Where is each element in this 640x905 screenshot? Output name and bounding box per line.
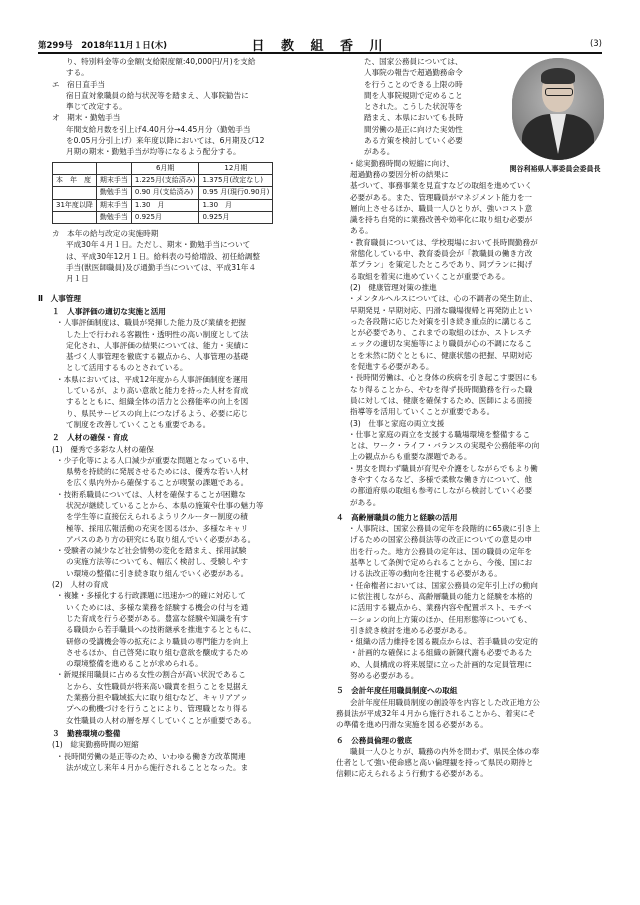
left2-line: ・新規採用職員に占める女性の割合が高い状況であるこ	[56, 670, 246, 680]
left2-line: 法が成立し来年４月から施行されることとなった。ま	[66, 762, 249, 772]
right-line: 員に対しては、健康を確保するため、医師による面接	[350, 395, 532, 405]
right-line: がある。	[364, 147, 395, 157]
left2-line: 平成30年４月１日。ただし、期末・勤勉手当について	[66, 240, 251, 250]
right-line: 層向上させるほか、職員一人ひとりが、強いコスト意	[350, 203, 533, 213]
right-line: 革プラン」を策定したところであり、同プランに掲げ	[350, 260, 533, 270]
right-line: ・長時間労働は、心と身体の疾病を引き起こす要因にも	[348, 373, 538, 383]
right-line: 基準として条例で定められることから、今後、国にお	[350, 558, 533, 568]
table-cell: 0.925月	[131, 211, 199, 223]
issue-info: 第299号 2018年11月１日(木)	[38, 41, 167, 51]
right-line: 努める必要がある。	[350, 671, 419, 681]
left-line: 月期の期末・勤勉手当が均等になるよう配分する。	[66, 147, 241, 157]
table-cell: 1.30 月	[199, 199, 273, 211]
right-line: (2) 健康管理対策の推進	[350, 282, 437, 292]
left2-line: いくためには、多様な業務を経験する機会の付与を通	[66, 602, 249, 612]
left2-line: 手当(獣医師職員)及び通勤手当については、平成31年４	[66, 263, 257, 273]
left2-line: (2) 人材の育成	[52, 580, 109, 590]
table-header-cell: 12月期	[199, 162, 273, 174]
right-line: を促進する必要がある。	[350, 362, 434, 372]
left2-line: 定化され、人事評価の結果については、能力・実績に	[66, 340, 249, 350]
right-line: ェックの適切な実施等により職員が心の不調になるこ	[350, 339, 533, 349]
right-line: 務員法が平成32年４月から施行されることから、着実にそ	[336, 708, 536, 718]
left2-line: 県勢を持続的に発展させるためには、優秀な若い人材	[66, 467, 249, 477]
left-line: オ 期末・勤勉手当	[52, 113, 121, 123]
right-line: の都道府県の取組も参考にしながら検討していく必要	[350, 486, 533, 496]
right-line: 踏まえ、本県においても長時	[364, 113, 464, 123]
left2-line: ・少子化等による人口減少が重要な問題となっている中、	[56, 455, 254, 465]
right-line: る取組を着実に進めていくことが重要である。	[350, 271, 510, 281]
left2-line: ３ 勤務環境の整備	[52, 728, 121, 738]
right-line: 人事院の報告で超過勤務命令	[364, 68, 463, 78]
right-line: に活用する観点から、業務内容や配置ポスト、モチベ	[350, 603, 532, 613]
table-cell: 31年度以降	[53, 199, 97, 211]
right-line: 超過勤務の要因分析の結果に	[350, 169, 449, 179]
table-row	[53, 199, 273, 211]
right-line: がある。	[350, 497, 381, 507]
right-line: 信頼に応えられるよう行動する必要がある。	[336, 769, 488, 779]
right-line: ・総実勤務時間の短縮に向け、	[348, 158, 455, 168]
left2-line: (1) 優秀で多彩な人材の確保	[52, 444, 154, 454]
right-line: ５ 会計年度任用職員制度への取組	[336, 686, 458, 696]
right-line: 出を行った。地方公務員の定年は、国の職員の定年を	[350, 546, 533, 556]
table-header-cell: 6月期	[131, 162, 199, 174]
right-line: ・組織の活力維持を図る観点からは、若手職員の安定的	[348, 637, 538, 647]
right-line: とを未然に防ぐとともに、健康状態の把握、早期対応	[350, 350, 533, 360]
left2-line: を広く県内外から確保することが喫緊の課題である。	[66, 478, 249, 488]
left2-line: ・技術系職員については、人材を確保することが困難な	[56, 489, 246, 499]
photo-caption: 関谷利裕県人事委員会委員長	[509, 165, 601, 173]
left2-line: ・受験者の減少など社会情勢の変化を踏まえ、採用試験	[56, 546, 247, 556]
left2-line: プへの動機づけを行うことにより、管理職となり得る	[66, 704, 249, 714]
left2-line: を学生等に直接伝えられるようリクルーター制度の積	[66, 512, 248, 522]
table-header-cell	[53, 162, 97, 174]
right-line: ・仕事と家庭の両立を支援する職場環境を整備するこ	[348, 429, 531, 439]
right-line: 上の観点からも重要な課題である。	[350, 452, 472, 462]
table-cell: 本 年 度	[53, 174, 97, 186]
page-number: (3)	[589, 39, 602, 49]
table-cell	[53, 187, 97, 199]
right-line: ある。	[350, 226, 373, 236]
table-cell	[53, 211, 97, 223]
right-line: ４ 高齢層職員の能力と経験の活用	[336, 512, 458, 522]
right-line: とが必要であり、これまでの取組のほか、ストレスチ	[350, 328, 532, 338]
left2-line: (1) 総実勤務時間の短縮	[52, 740, 139, 750]
left2-line: じた育成を行う必要がある。豊富な経験や知識を有す	[66, 613, 249, 623]
right-text	[336, 56, 604, 780]
left2-line: り、県民サービスの向上につなげるよう、必要に応じ	[66, 408, 249, 418]
left2-line: として活用するものとされている。	[66, 363, 188, 373]
right-line: 識を持ち自発的に業務改善や効率化に取り組む必要が	[350, 215, 533, 225]
right-line: 早期発見・早期対応、円滑な職場復帰と再発防止とい	[350, 305, 533, 315]
right-line: (3) 仕事と家庭の両立支援	[350, 418, 445, 428]
left2-line: ・長時間労働の是正等のため、いわゆる働き方改革関連	[56, 751, 246, 761]
left2-line: は、平成30年12月１日。給料表の号給増設、初任給調整	[66, 251, 260, 261]
table-cell: 期末手当	[96, 174, 131, 186]
table-row	[53, 211, 273, 223]
right-line: 職員一人ひとりが、職務の内外を問わず、県民全体の奉	[350, 746, 540, 756]
left2-line: １ 人事評価の適切な実施と活用	[52, 306, 166, 316]
left-line: 年間支給月数を引上げ4.40月分→4.45月分（勤勉手当	[66, 124, 251, 134]
right-line: ・計画的な確保による組織の新陳代謝も必要であるた	[350, 648, 533, 658]
left-line: する。	[66, 68, 89, 78]
table-cell: 0.95 月(現行0.90月)	[199, 187, 273, 199]
left-line: 準じて改定する。	[66, 102, 127, 112]
right-line: きやすくなるなど、多様で柔軟な働き方について、他	[350, 474, 532, 484]
left2-line: い環境の整備に引き続き取り組んでいく必要がある。	[66, 568, 249, 578]
left2-line: 研修の受講機会等の拡充により職員の専門能力を向上	[66, 636, 249, 646]
right-line: 基づいて、事務事業を見直すなどの取組を進めていく	[350, 181, 533, 191]
left2-line: 女性職員の人材の層を厚くしていくことが重要である。	[66, 715, 256, 725]
left2-line: ２ 人材の確保・育成	[52, 433, 128, 443]
left2-line: の環境整備を進めることが求められる。	[66, 659, 203, 669]
right-line: った各段階に応じた対策を引き続き重点的に講じるこ	[350, 316, 533, 326]
left2-line: させるほか、自己啓発に取り組む意欲を醸成するため	[66, 647, 249, 657]
right-column	[336, 56, 604, 780]
left2-line: の実施方法等についても、幅広く検討し、受験しやす	[66, 557, 249, 567]
table-cell: 1.30 月	[131, 199, 199, 211]
right-line: 常態化している中、教育委員会が「教職員の働き方改	[350, 249, 533, 259]
table-cell: 期末手当	[96, 199, 131, 211]
right-line: を行うことのできる上限の時	[364, 79, 463, 89]
left2-line: Ⅱ 人事管理	[38, 293, 81, 303]
left-line: り、特別料金等の金額(支給限度額:40,000円/月)を支給	[66, 57, 256, 66]
right-line: ーションの向上方策のほか、任用形態等についても、	[350, 614, 532, 624]
left2-line: た業務分担や職域拡大に取り組むなど、キャリアアッ	[66, 693, 248, 703]
left-text-top	[38, 56, 322, 158]
right-line: なり得ることから、やむを得ず長時間勤務を行った職	[350, 384, 533, 394]
left-line: を0.05月分引上げ）来年度以降においては、6月期及び12	[66, 136, 265, 146]
left2-line: カ 本年の給与改定の実施時期	[52, 229, 159, 239]
right-line: ・任命権者においては、国家公務員の定年引上げの動向	[348, 580, 538, 590]
right-line: 引き続き検討を進める必要がある。	[350, 625, 472, 635]
right-line: ける法改正等の動向を注視する必要がある。	[350, 569, 502, 579]
table-cell: 勤勉手当	[96, 187, 131, 199]
right-line: 仕者として強い使命感と高い倫理観を持って県民の期待と	[336, 758, 534, 768]
table-cell: 勤勉手当	[96, 211, 131, 223]
table-cell: 1.225月(支給済み)	[131, 174, 199, 186]
table-body	[53, 174, 273, 223]
table-cell: 1.375月(改定なし)	[199, 174, 273, 186]
bonus-table	[52, 162, 273, 224]
table-header-cell	[96, 162, 131, 174]
right-line: ・人事院は、国家公務員の定年を段階的に65歳に引き上	[348, 524, 540, 534]
right-line: ・男女を問わず職員が育児や介護をしながらでもより働	[348, 463, 538, 473]
left2-line: とから、女性職員が将来高い職責を担うことを見据え	[66, 681, 249, 691]
left-text-bottom	[38, 228, 322, 773]
left2-line: ・人事評価制度は、職員が発揮した能力及び業績を把握	[56, 318, 246, 328]
right-line: 間労働の是正に向けた実効性	[364, 124, 463, 134]
right-line: とは、ワーク・ライフ・バランスの実現や公務能率の向	[350, 441, 540, 451]
right-line: げるための国家公務員法等の改正についての意見の申	[350, 535, 533, 545]
right-line: 間を人事院規則で定めること	[364, 90, 463, 100]
right-line: の準備を進め円滑な実施を図る必要がある。	[336, 720, 488, 730]
right-line: ・教育職員については、学校現場において長時間勤務が	[348, 237, 538, 247]
left2-line: するとともに、組織全体の活力と公務能率の向上を図	[66, 397, 249, 407]
left-column	[38, 56, 322, 773]
left2-line: 基づく人事管理を徹底する観点から、人事管理の基礎	[66, 352, 249, 362]
table-cell: 0.925月	[199, 211, 273, 223]
right-line: ６ 公務員倫理の徹底	[336, 735, 412, 745]
right-line: とされた。こうした状況等を	[364, 102, 463, 112]
left2-line: アパスのあり方の研究にも取り組んでいく必要がある。	[66, 534, 256, 544]
left2-line: ・複雑・多様化する行政課題に迅速かつ的確に対応して	[56, 591, 246, 601]
right-line: 必要がある。また、管理職員がマネジメント能力を一	[350, 192, 533, 202]
table-header-row	[53, 162, 273, 174]
right-line: め、人員構成の将来展望に立った計画的な定員管理に	[350, 659, 532, 669]
left-line: 宿日直対象職員の給与状況等を踏まえ、人事院勧告に	[66, 90, 249, 100]
left2-line: て制度を改善していくことも重要である。	[66, 419, 211, 429]
left-line: エ 宿日直手当	[52, 79, 106, 89]
table-row	[53, 187, 273, 199]
table-cell: 0.90 月(支給済み)	[131, 187, 199, 199]
newsletter-title: 日 教 組 香 川	[251, 39, 389, 54]
left2-line: しているが、より高い意欲と能力を持った人材を育成	[66, 386, 249, 396]
right-line: 会計年度任用職員制度の創設等を内容とした改正地方公	[350, 697, 540, 707]
right-line: ・メンタルヘルスについては、心の不調者の発生防止、	[348, 294, 538, 304]
left2-line	[38, 285, 322, 289]
left2-line: る職員から若手職員への技術継承を推進するとともに、	[66, 625, 256, 635]
table-row	[53, 174, 273, 186]
right-line: た、国家公務員については、	[364, 57, 463, 66]
right-line: 指導等を活用していくことが重要である。	[350, 407, 495, 417]
left2-line: 極等、採用広報活動の充実を図るほか、多様なキャリ	[66, 523, 249, 533]
left2-line: 月１日	[66, 274, 89, 284]
page-header	[38, 38, 602, 54]
right-line: ある方策を検討していく必要	[364, 136, 463, 146]
right-line: に依注視しながら、高齢層職員の能力と経験を本格的	[350, 591, 533, 601]
left2-line: した上で行われる客観性・透明性の高い制度として法	[66, 329, 249, 339]
left2-line: ・本県においては、平成12年度から人事評価制度を運用	[56, 374, 248, 384]
left2-line: 状況が継続していることから、本県の施策や仕事の魅力等	[66, 500, 264, 510]
